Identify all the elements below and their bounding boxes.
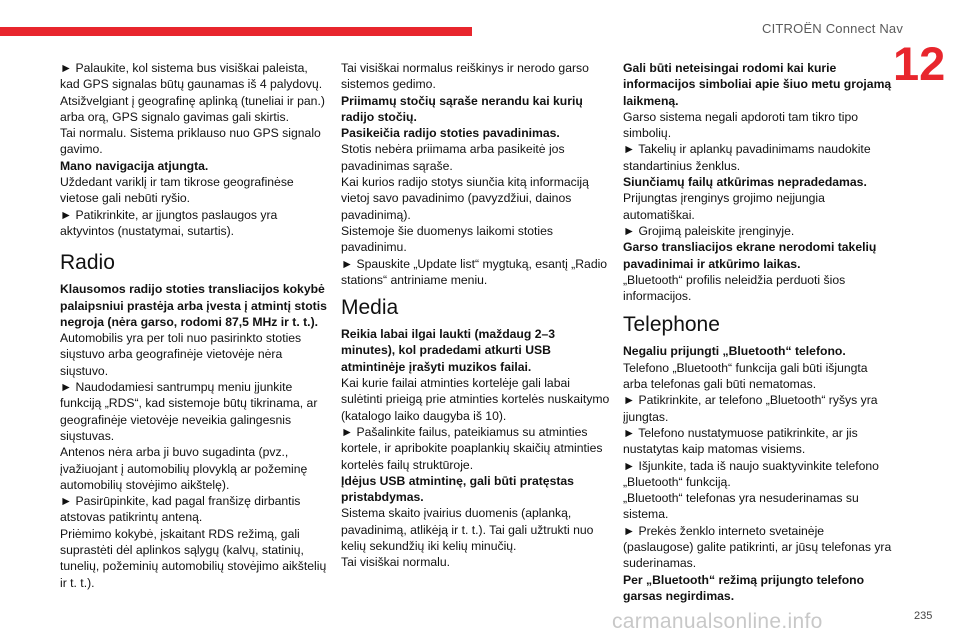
paragraph: Telefono „Bluetooth“ funkcija gali būti išjungta arba telefonas gali būti nematomas. <box>623 360 868 392</box>
question: Gali būti neteisingai rodomi kai kurie informacijos simboliai apie šiuo metu grojamą laikmeną. <box>623 61 892 108</box>
question: Negaliu prijungti „Bluetooth“ telefono. <box>623 344 846 359</box>
question: Klausomos radijo stoties transliacijos kokybė palaipsniui prastėja arba įvesta į atmintį stotis negroja (nėra garso, rodomi 87,5 MHz ir t. t.). <box>60 282 327 329</box>
paragraph: ► Grojimą paleiskite įrenginyje. <box>623 223 795 238</box>
paragraph: Sistema skaito įvairius duomenis (aplanką, pavadinimą, atlikėją ir t. t.). Tai gali užtrukti nuo kelių sekundžių iki kelių minučių. <box>341 506 594 554</box>
paragraph: Kai kurie failai atminties kortelėje gali labai sulėtinti prieigą prie atminties kortelės nuskaitymo (katalogo laiko daugyba iš 10). <box>341 376 610 423</box>
question: Mano navigacija atjungta. <box>60 158 209 173</box>
paragraph: ► Pašalinkite failus, pateikiamus su atminties kortele, ir apribokite poaplankių skaičių atminties kortelės failų struktūroje. <box>341 424 603 472</box>
section-heading-radio: Radio <box>60 251 115 275</box>
paragraph: Sistemoje šie duomenys laikomi stoties pavadinimu. <box>341 223 554 255</box>
chapter-number: 12 <box>893 37 946 90</box>
paragraph: Antenos nėra arba ji buvo sugadinta (pvz., įvažiuojant į automobilių plovyklą ar požeminę automobilių stovėjimo aikštelę). <box>60 445 308 492</box>
paragraph: Garso sistema negali apdoroti tam tikro tipo simbolių. <box>623 109 859 141</box>
paragraph: Automobilis yra per toli nuo pasirinkto stoties siųstuvo arba geografinėje vietovėje nėra siųstuvo. <box>60 331 302 378</box>
column-2 <box>341 60 611 571</box>
paragraph: Prijungtas įrenginys grojimo neįjungia automatiškai. <box>623 191 825 222</box>
question: Per „Bluetooth“ režimą prijungto telefono garsas negirdimas. <box>623 572 865 603</box>
question: Įdėjus USB atmintinę, gali būti pratęstas pristabdymas. <box>341 473 574 505</box>
paragraph: „Bluetooth“ telefonas yra nesuderinamas su sistema. <box>623 491 859 522</box>
paragraph: ► Naudodamiesi santrumpų meniu įjunkite funkciją „RDS“, kad sistemoje būtų tikrinama, ar geografinėje vietovėje neveikia galingesnis siųstuvas. <box>60 380 318 443</box>
paragraph: ► Patikrinkite, ar telefono „Bluetooth“ ryšys yra įjungtas. <box>623 393 878 424</box>
header-title: CITROËN Connect Nav <box>762 21 904 36</box>
page-number: 235 <box>914 610 933 622</box>
question: Pasikeičia radijo stoties pavadinimas. <box>341 126 560 141</box>
paragraph: ► Išjunkite, tada iš naujo suaktyvinkite telefono „Bluetooth“ funkciją. <box>623 458 879 489</box>
paragraph: Stotis nebėra priimama arba pasikeitė jos pavadinimas sąraše. <box>341 142 565 173</box>
paragraph: ► Palaukite, kol sistema bus visiškai paleista, kad GPS signalas būtų gaunamas iš 4 palydovų. <box>60 61 323 92</box>
question: Priimamų stočių sąraše nerandu kai kurių radijo stočių. <box>341 93 583 124</box>
column-1 <box>60 60 330 591</box>
section-heading-media: Media <box>341 296 399 320</box>
paragraph: Kai kurios radijo stotys siunčia kitą informaciją vietoj savo pavadinimo (pavyzdžiui, dainos pavadinimą). <box>341 175 589 222</box>
question: Garso transliacijos ekrane nerodomi takelių pavadinimai ir atkūrimo laikas. <box>623 240 877 271</box>
paragraph: Tai visiškai normalu. <box>341 555 451 570</box>
paragraph: ► Spauskite „Update list“ mygtuką, esantį „Radio stations“ antriniame meniu. <box>341 256 608 287</box>
paragraph: ► Telefono nustatymuose patikrinkite, ar jis nustatytas kaip matomas visiems. <box>623 425 858 457</box>
section-heading-telephone: Telephone <box>623 313 720 337</box>
paragraph: ► Prekės ženklo interneto svetainėje (paslaugose) galite patikrinti, ar jūsų telefonas yra suderinamas. <box>623 523 892 571</box>
paragraph: Priėmimo kokybė, įskaitant RDS režimą, gali suprastėti dėl aplinkos sąlygų (kalvų, statinių, tunelių, požeminių automobilių stovėjimo aikštelių ir t. t.). <box>60 526 327 590</box>
paragraph: Tai visiškai normalus reiškinys ir nerodo garso sistemos gedimo. <box>341 61 589 92</box>
question: Siunčiamų failų atkūrimas nepradedamas. <box>623 175 867 190</box>
paragraph: ► Pasirūpinkite, kad pagal franšizę dirbantis atstovas patikrintų anteną. <box>60 494 301 525</box>
question: Reikia labai ilgai laukti (maždaug 2–3 minutes), kol pradedami atkurti USB atmintinėje įrašyti muzikos failai. <box>341 327 556 374</box>
paragraph: ► Takelių ir aplankų pavadinimams naudokite standartinius ženklus. <box>623 142 871 173</box>
paragraph: ► Patikrinkite, ar įjungtos paslaugos yra aktyvintos (nustatymai, sutartis). <box>60 207 278 238</box>
column-3 <box>623 60 893 604</box>
paragraph: Uždedant variklį ir tam tikrose geografinėse vietose gali nebūti ryšio. <box>60 175 294 206</box>
header-accent-bar <box>0 27 472 36</box>
paragraph: Atsižvelgiant į geografinę aplinką (tuneliai ir pan.) arba orą, GPS signalo gavimas gali skirtis. <box>60 93 325 124</box>
paragraph: Tai normalu. Sistema priklauso nuo GPS signalo gavimo. <box>60 126 321 157</box>
watermark-text: carmanualsonline.info <box>612 610 823 633</box>
paragraph: „Bluetooth“ profilis neleidžia perduoti šios informacijos. <box>623 272 846 304</box>
